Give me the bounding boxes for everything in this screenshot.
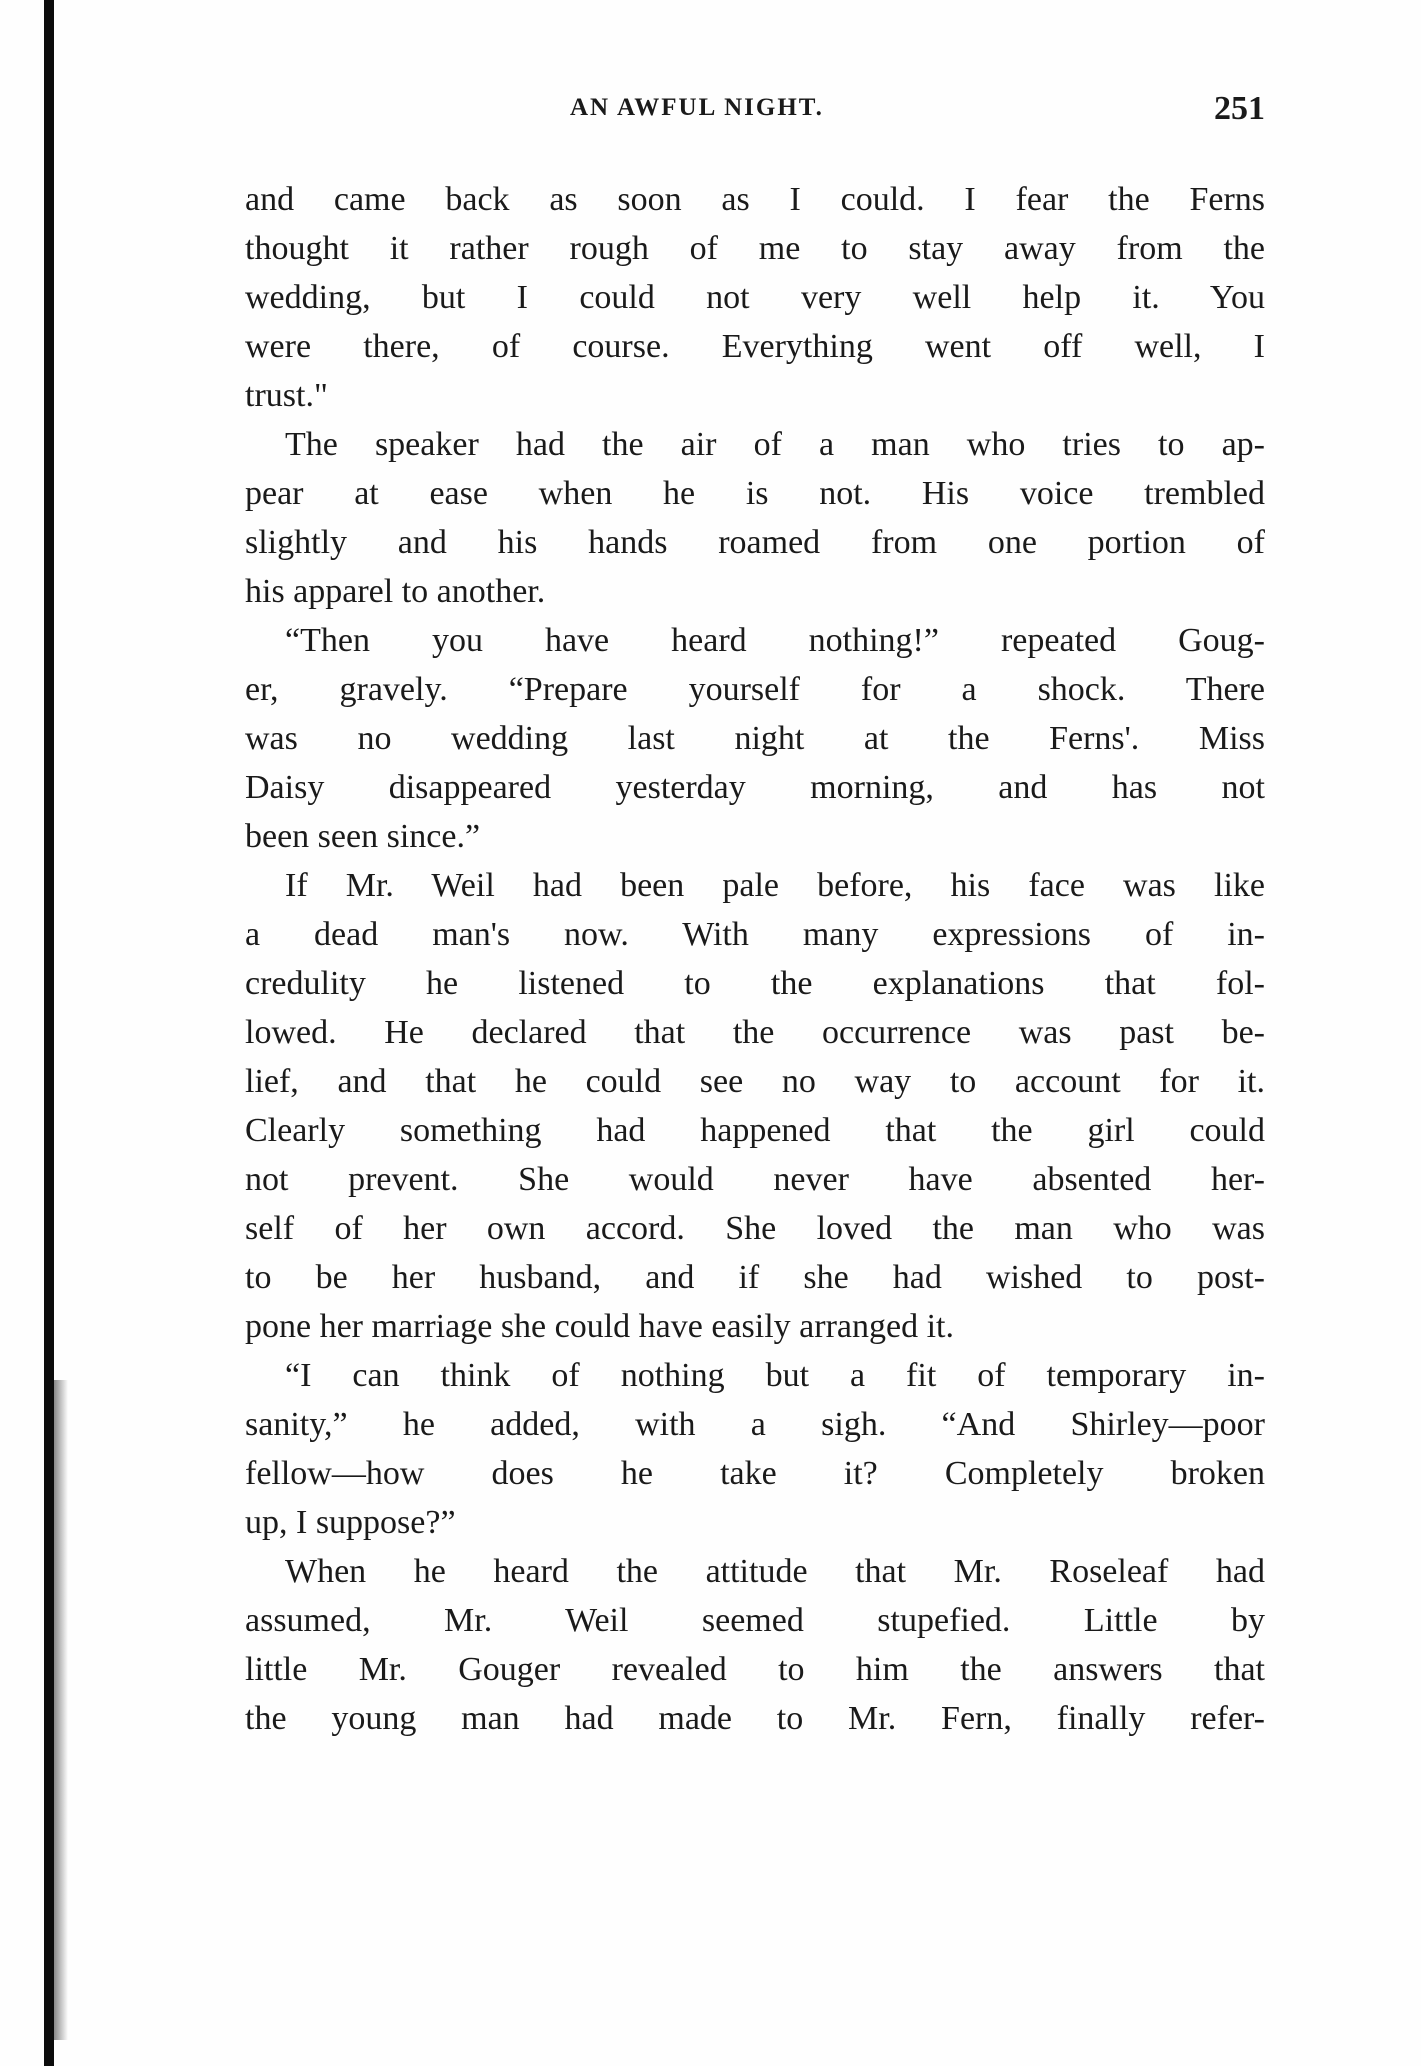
text-line: slightly and his hands roamed from one portion of	[245, 524, 1265, 561]
text-line: self of her own accord. She loved the man who was	[245, 1210, 1265, 1247]
body-text	[245, 175, 1265, 1743]
text-line: pear at ease when he is not. His voice trembled	[245, 475, 1265, 512]
text-line: assumed, Mr. Weil seemed stupefied. Little by	[245, 1602, 1265, 1639]
text-line: his apparel to another.	[245, 573, 546, 610]
text-line: up, I suppose?”	[245, 1504, 456, 1541]
text-line: was no wedding last night at the Ferns'. Miss	[245, 720, 1265, 757]
text-line: the young man had made to Mr. Fern, finally refer-	[245, 1700, 1265, 1737]
text-line: Daisy disappeared yesterday morning, and has not	[245, 769, 1265, 806]
text-line: credulity he listened to the explanations that fol-	[245, 965, 1265, 1002]
text-line: not prevent. She would never have absented her-	[245, 1161, 1265, 1198]
text-line: sanity,” he added, with a sigh. “And Shirley—poor	[245, 1406, 1265, 1443]
text-line: lief, and that he could see no way to account for it.	[245, 1063, 1265, 1100]
text-line: and came back as soon as I could. I fear the Ferns	[245, 181, 1265, 218]
binding-edge	[44, 0, 54, 2066]
text-line: er, gravely. “Prepare yourself for a shock. There	[245, 671, 1265, 708]
text-line: “Then you have heard nothing!” repeated Goug-	[285, 622, 1265, 659]
text-line: little Mr. Gouger revealed to him the answers that	[245, 1651, 1265, 1688]
text-line: thought it rather rough of me to stay away from the	[245, 230, 1265, 267]
text-line: When he heard the attitude that Mr. Roseleaf had	[285, 1553, 1265, 1590]
binding-shadow	[54, 1380, 68, 2040]
text-line: wedding, but I could not very well help it. You	[245, 279, 1265, 316]
page-number: 251	[1214, 90, 1265, 127]
running-head: AN AWFUL NIGHT.	[570, 94, 824, 121]
text-line: Clearly something had happened that the girl could	[245, 1112, 1265, 1149]
text-line: to be her husband, and if she had wished to post-	[245, 1259, 1265, 1296]
text-line: pone her marriage she could have easily arranged it.	[245, 1308, 954, 1345]
text-line: a dead man's now. With many expressions of in-	[245, 916, 1265, 953]
page-header	[245, 90, 1265, 134]
text-line: been seen since.”	[245, 818, 481, 855]
text-line: If Mr. Weil had been pale before, his face was like	[285, 867, 1265, 904]
text-line: The speaker had the air of a man who tries to ap-	[285, 426, 1265, 463]
text-line: fellow—how does he take it? Completely broken	[245, 1455, 1265, 1492]
text-line: were there, of course. Everything went off well, I	[245, 328, 1265, 365]
text-line: trust."	[245, 377, 328, 414]
text-line: lowed. He declared that the occurrence was past be-	[245, 1014, 1265, 1051]
text-line: “I can think of nothing but a fit of temporary in-	[285, 1357, 1265, 1394]
